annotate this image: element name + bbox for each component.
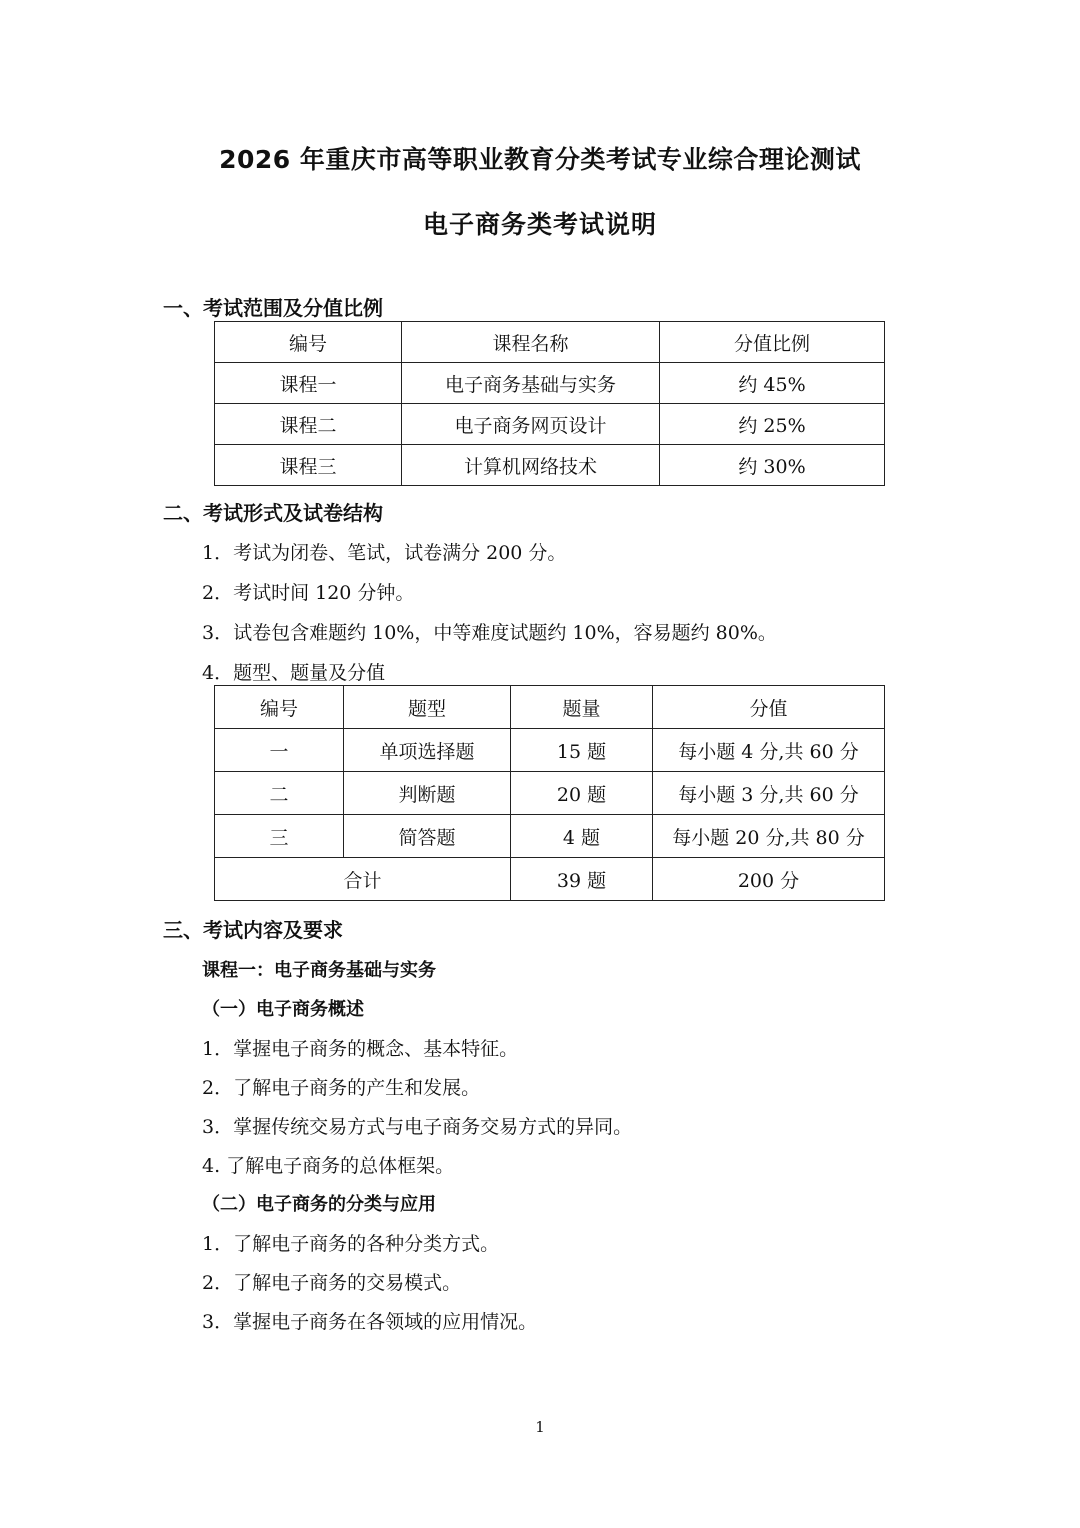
document-title: 2026 年重庆市高等职业教育分类考试专业综合理论测试 bbox=[219, 145, 861, 174]
table-cell: 一 bbox=[215, 729, 344, 772]
table-total-label: 合计 bbox=[215, 858, 511, 901]
part2-title: （二）电子商务的分类与应用 bbox=[202, 1194, 436, 1215]
table-header-cell: 题型 bbox=[344, 686, 511, 729]
table-cell: 每小题 4 分,共 60 分 bbox=[653, 729, 885, 772]
section1-heading: 一、考试范围及分值比例 bbox=[163, 296, 383, 320]
course-score-table bbox=[214, 321, 885, 486]
table-header-row bbox=[215, 322, 885, 363]
list-item: 1．了解电子商务的各种分类方式。 bbox=[202, 1233, 500, 1255]
list-item: 2．了解电子商务的产生和发展。 bbox=[202, 1077, 481, 1099]
table-cell: 简答题 bbox=[344, 815, 511, 858]
list-item: 1．掌握电子商务的概念、基本特征。 bbox=[202, 1038, 519, 1060]
table-cell: 单项选择题 bbox=[344, 729, 511, 772]
list-item: 3．掌握电子商务在各领域的应用情况。 bbox=[202, 1311, 538, 1333]
question-type-table bbox=[214, 685, 885, 901]
list-item: 1．考试为闭卷、笔试，试卷满分 200 分。 bbox=[202, 542, 567, 564]
list-item: 3．试卷包含难题约 10%，中等难度试题约 10%，容易题约 80%。 bbox=[202, 622, 777, 644]
section3-heading: 三、考试内容及要求 bbox=[163, 918, 343, 942]
table-header-cell: 编号 bbox=[215, 686, 344, 729]
table-cell: 每小题 20 分,共 80 分 bbox=[653, 815, 885, 858]
document-subtitle: 电子商务类考试说明 bbox=[422, 210, 657, 239]
table-cell: 电子商务基础与实务 bbox=[402, 363, 660, 404]
table-cell: 判断题 bbox=[344, 772, 511, 815]
table-cell: 约 30% bbox=[660, 445, 885, 486]
list-item: 2．了解电子商务的交易模式。 bbox=[202, 1272, 462, 1294]
table-row bbox=[215, 815, 885, 858]
table-cell: 每小题 3 分,共 60 分 bbox=[653, 772, 885, 815]
page-number: 1 bbox=[535, 1418, 545, 1436]
part1-title: （一）电子商务概述 bbox=[202, 999, 364, 1020]
table-header-cell: 题量 bbox=[511, 686, 653, 729]
table-cell: 三 bbox=[215, 815, 344, 858]
section2-heading: 二、考试形式及试卷结构 bbox=[163, 501, 383, 525]
course-title: 课程一：电子商务基础与实务 bbox=[202, 960, 436, 981]
table-total-score: 200 分 bbox=[653, 858, 885, 901]
table-cell: 15 题 bbox=[511, 729, 653, 772]
list-item: 2．考试时间 120 分钟。 bbox=[202, 582, 415, 604]
table-header-cell: 课程名称 bbox=[402, 322, 660, 363]
table-header-cell: 编号 bbox=[215, 322, 402, 363]
table-total-row bbox=[215, 858, 885, 901]
table-cell: 约 25% bbox=[660, 404, 885, 445]
table-cell: 20 题 bbox=[511, 772, 653, 815]
table-header-cell: 分值 bbox=[653, 686, 885, 729]
table-row bbox=[215, 772, 885, 815]
table-cell: 课程一 bbox=[215, 363, 402, 404]
list-item: 4．题型、题量及分值 bbox=[202, 662, 386, 684]
table-row bbox=[215, 404, 885, 445]
list-item: 4. 了解电子商务的总体框架。 bbox=[202, 1155, 455, 1177]
table-cell: 约 45% bbox=[660, 363, 885, 404]
table-cell: 电子商务网页设计 bbox=[402, 404, 660, 445]
table-row bbox=[215, 445, 885, 486]
table-cell: 课程三 bbox=[215, 445, 402, 486]
list-item: 3．掌握传统交易方式与电子商务交易方式的异同。 bbox=[202, 1116, 633, 1138]
table-header-cell: 分值比例 bbox=[660, 322, 885, 363]
table-cell: 课程二 bbox=[215, 404, 402, 445]
table-cell: 4 题 bbox=[511, 815, 653, 858]
table-cell: 二 bbox=[215, 772, 344, 815]
table-row bbox=[215, 363, 885, 404]
table-cell: 计算机网络技术 bbox=[402, 445, 660, 486]
table-header-row bbox=[215, 686, 885, 729]
table-total-count: 39 题 bbox=[511, 858, 653, 901]
table-row bbox=[215, 729, 885, 772]
